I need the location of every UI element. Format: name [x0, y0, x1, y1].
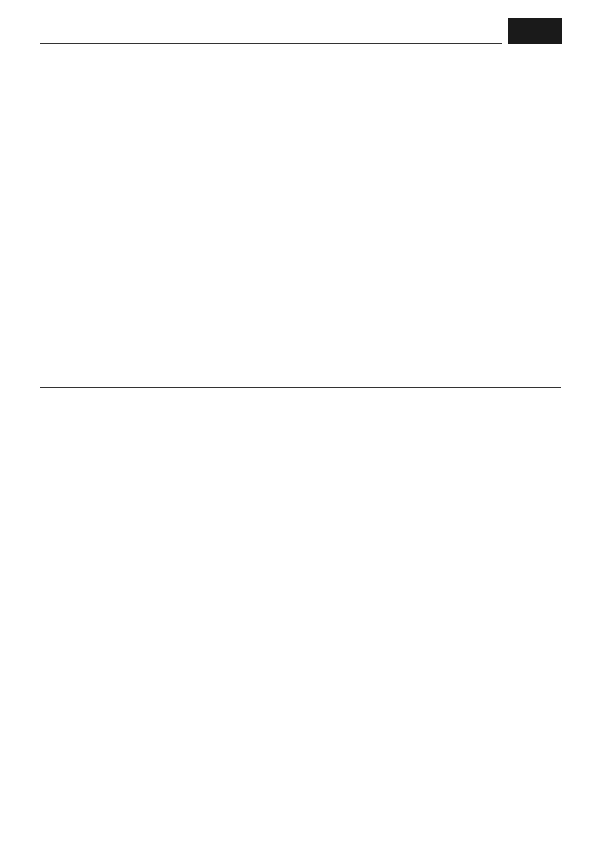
body-text — [40, 145, 561, 153]
header-rule — [40, 43, 502, 44]
listing-caption — [40, 387, 561, 397]
page-number — [508, 18, 562, 44]
running-header — [40, 18, 562, 44]
